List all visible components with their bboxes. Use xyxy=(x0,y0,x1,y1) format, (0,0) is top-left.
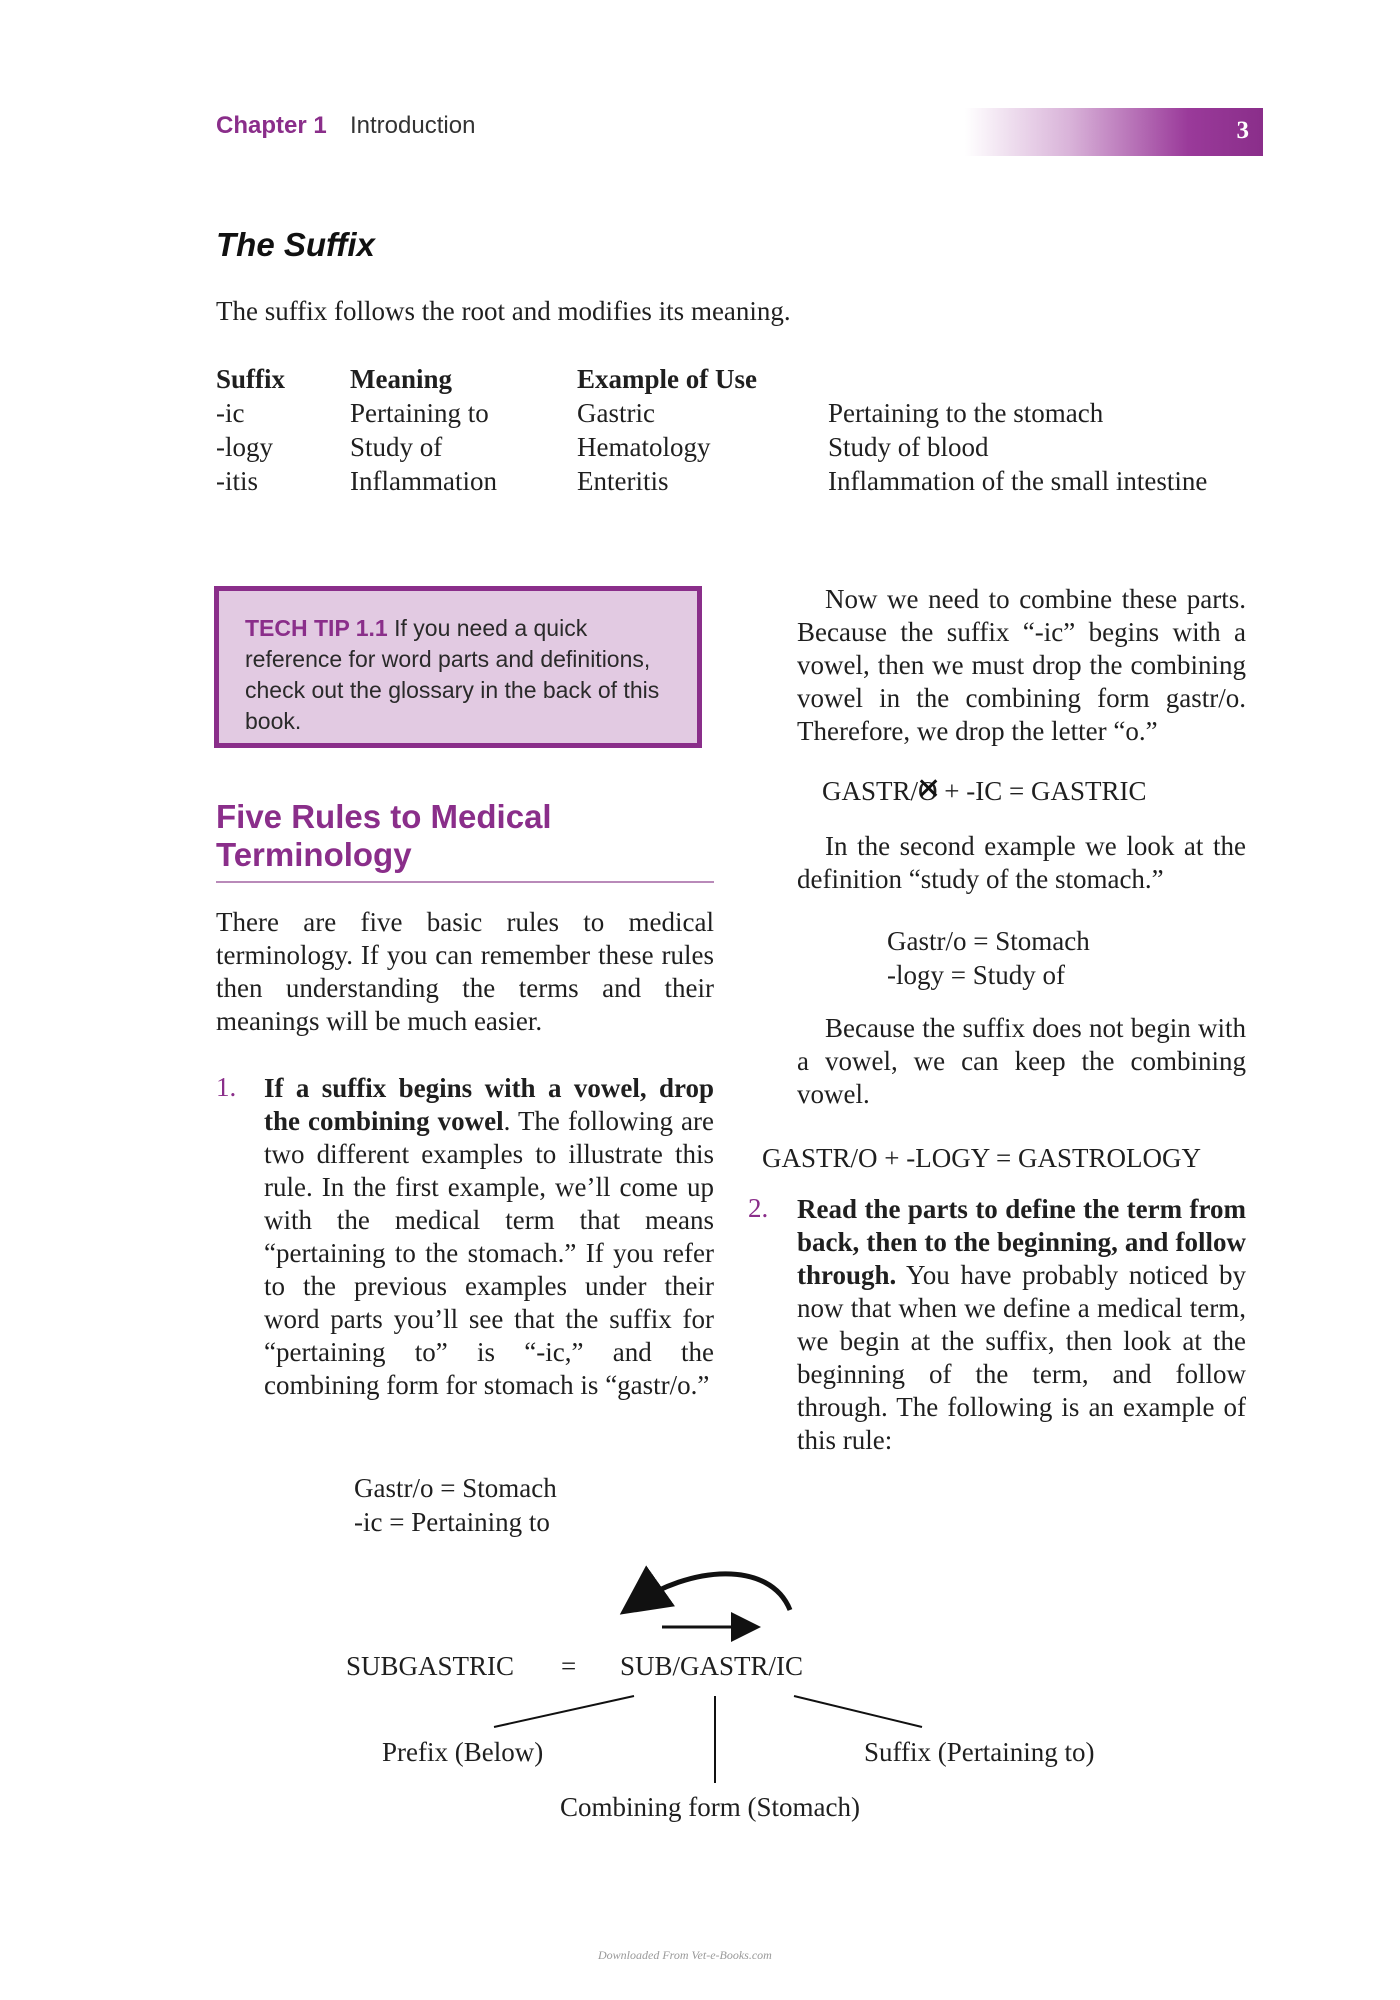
cell-definition: Study of blood xyxy=(828,432,989,462)
rules-intro: There are five basic rules to medical terminology. If you can remember these rules then understanding the terms and their meanings will be much easier. xyxy=(216,907,714,1036)
chapter-label: Chapter 1 xyxy=(216,112,327,139)
root-label: Combining form (Stomach) xyxy=(560,1792,860,1822)
keep-vowel-paragraph: Because the suffix does not begin with a vowel, we can keep the combining vowel. xyxy=(797,1013,1246,1109)
rule-2-number: 2. xyxy=(748,1193,769,1223)
page-number: 3 xyxy=(1236,117,1249,144)
cell-suffix: -logy xyxy=(216,432,273,462)
definition-line: -logy = Study of xyxy=(887,960,1065,990)
cell-example: Hematology xyxy=(577,432,711,462)
cell-example: Enteritis xyxy=(577,466,669,496)
suffix-intro: The suffix follows the root and modifies its meaning. xyxy=(216,296,791,326)
download-watermark: Downloaded From Vet-e-Books.com xyxy=(598,1948,772,1962)
section-title-suffix: The Suffix xyxy=(216,226,375,263)
eq1-prefix: GASTR/ xyxy=(822,776,919,806)
back-arrow xyxy=(632,1574,790,1610)
header-example: Example of Use xyxy=(577,364,757,394)
cell-definition: Pertaining to the stomach xyxy=(828,398,1104,428)
cell-definition: Inflammation of the small intestine xyxy=(828,466,1208,496)
cell-meaning: Study of xyxy=(350,432,443,462)
section-heading-rules: Five Rules to Medical Terminology xyxy=(216,798,552,873)
cell-suffix: -itis xyxy=(216,466,259,496)
definition-line: -ic = Pertaining to xyxy=(354,1507,550,1537)
cell-meaning: Pertaining to xyxy=(350,398,489,428)
definition-line: Gastr/o = Stomach xyxy=(887,926,1090,956)
prefix-connector xyxy=(494,1696,634,1727)
header-suffix: Suffix xyxy=(216,364,286,394)
suffix-connector xyxy=(794,1696,922,1727)
rule-2-bold: Read the parts to define the term from back, then to the beginning, and follow through. xyxy=(797,1194,1246,1290)
struck-vowel: O ✕ xyxy=(918,776,938,807)
suffix-label: Suffix (Pertaining to) xyxy=(864,1737,1095,1767)
diagram-term: SUBGASTRIC xyxy=(346,1651,515,1681)
combine-paragraph: Now we need to combine these parts. Because the suffix “-ic” begins with a vowel, then we must drop the combining vowel in the combining form gastr/o. Therefore, we drop the letter “o.” xyxy=(797,584,1246,746)
equation-gastrology: GASTR/O + -LOGY = GASTROLOGY xyxy=(762,1143,1201,1173)
cell-example: Gastric xyxy=(577,398,655,428)
header-meaning: Meaning xyxy=(350,364,453,394)
prefix-label: Prefix (Below) xyxy=(382,1737,544,1767)
cell-meaning: Inflammation xyxy=(350,466,497,496)
rule-1-number: 1. xyxy=(216,1072,237,1102)
definition-line: Gastr/o = Stomach xyxy=(354,1473,557,1503)
rule-1-bold: If a suffix begins with a vowel, drop the combining vowel xyxy=(264,1073,714,1136)
diagram-parts: SUB/GASTR/IC xyxy=(620,1651,804,1681)
tech-tip-label: TECH TIP 1.1 xyxy=(245,615,388,641)
second-example-paragraph: In the second example we look at the definition “study of the stomach.” xyxy=(797,831,1246,894)
cell-suffix: -ic xyxy=(216,398,245,428)
eq1-suffix: + -IC = GASTRIC xyxy=(937,776,1147,806)
diagram-equals: = xyxy=(561,1651,577,1681)
tech-tip-text: If you need a quick reference for word parts and definitions, check out the glossary in the back of this book. xyxy=(245,615,660,734)
rule-2-body: You have probably noticed by now that when we define a medical term, we begin at the suffix, then look at the beginning of the term, and follow through. The following is an example of this rule: xyxy=(797,1260,1246,1455)
chapter-title: Introduction xyxy=(350,112,476,139)
rule-1-body: . The following are two different examples to illustrate this rule. In the first example, we’ll come up with the medical term that means “pertaining to the stomach.” If you refer to the previous examples under their word parts you’ll see that the suffix for “pertaining to” is “-ic,” and the combining form for stomach is “gastr/o.” xyxy=(264,1106,714,1400)
